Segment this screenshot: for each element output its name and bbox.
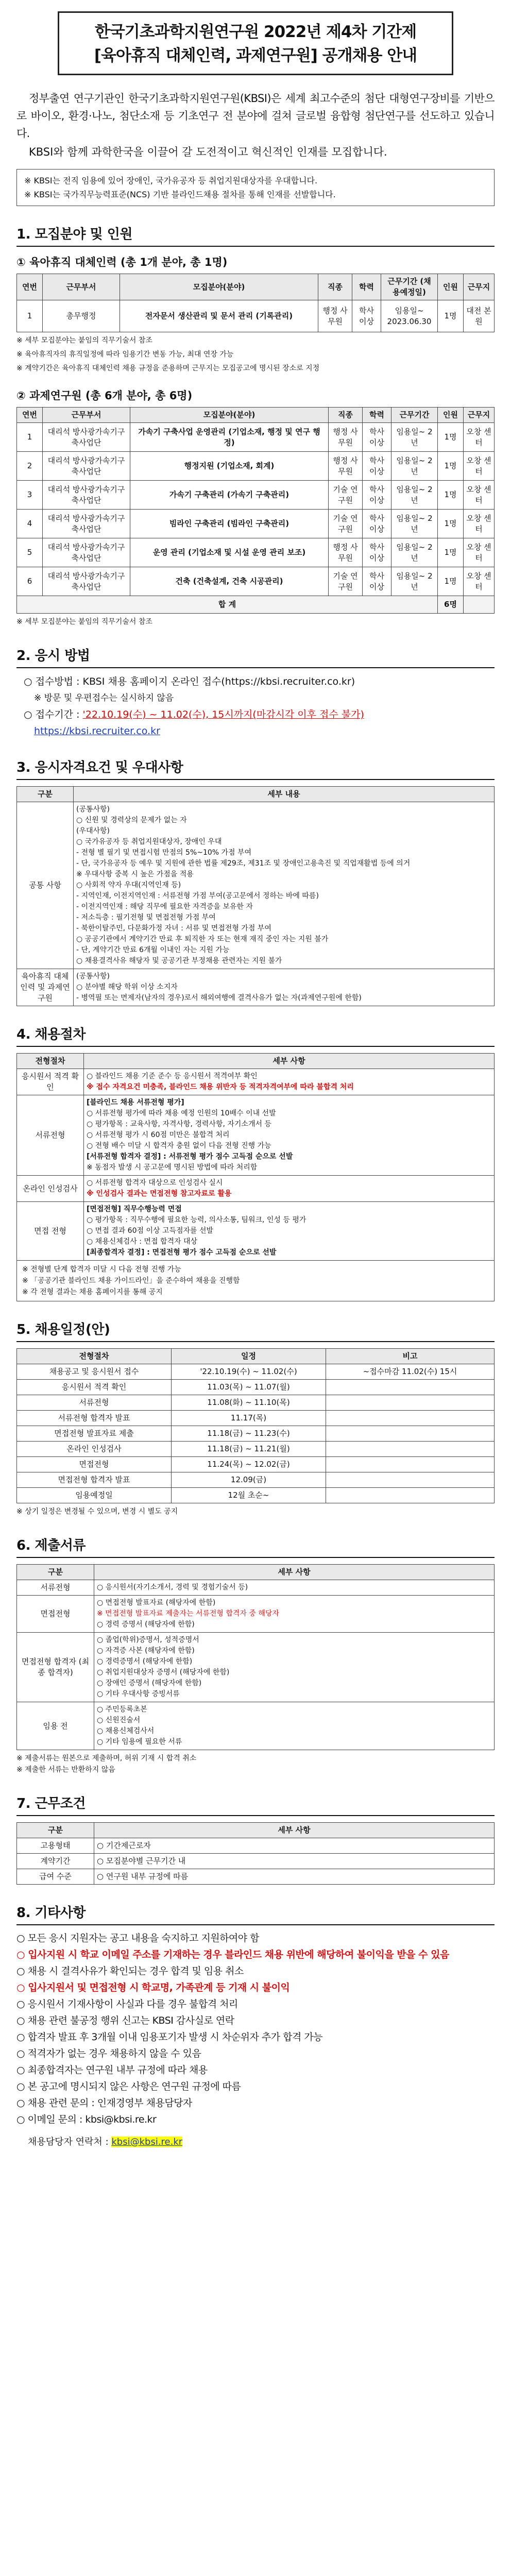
t2-cell: 오창 센터 <box>464 510 495 538</box>
contact-label: 채용담당자 연락처 <box>28 2137 103 2147</box>
t5-cell: 면접전형 <box>17 1457 172 1472</box>
apply-url-line <box>16 723 495 739</box>
t5-cell: 12.09(금) <box>172 1472 326 1488</box>
t4-row-content <box>84 1176 495 1202</box>
list-item: ○ 전형 배수 미달 시 합격자 충원 없이 다음 전형 진행 가능 <box>87 1142 271 1150</box>
list-item: ○ 기타 우대사항 증빙서류 <box>97 1690 180 1698</box>
t1-note-1: ※ 세부 모집분야는 붙임의 직무기술서 참조 <box>16 336 152 345</box>
t2-cell: 1명 <box>438 510 464 538</box>
table-documents <box>16 1564 495 1750</box>
list-item: ○ 입사지원 시 학교 이메일 주소를 기재하는 경우 블라인드 채용 위반에 해당하여 불이익을 받을 수 있음 <box>16 1949 449 1960</box>
t6-row-label: 임용 전 <box>17 1702 94 1750</box>
list-item: ※ 면접전형 발표자료 제출자는 서류전형 합격자 중 해당자 <box>97 1609 279 1618</box>
t2-cell: 2 <box>17 452 43 481</box>
t2-cell: 행정지원 (기업소재, 회계) <box>130 452 329 481</box>
t2-cell: 임용일~ 2년 <box>391 481 438 510</box>
list-item: ○ 채용신체검사서 <box>97 1727 155 1735</box>
list-item: ○ 최종합격자는 연구원 내부 규정에 따라 채용 <box>16 2064 208 2076</box>
t2-cell: 임용일~ 2년 <box>391 510 438 538</box>
t1-note-3: ※ 계약기간은 육아휴직 대체인력 채용 규정을 준용하며 근무지는 모집공고에 명시된 장소로 지정 <box>16 364 320 372</box>
t2-header: 근무기간 <box>391 408 438 423</box>
t7-cell: ○ 연구원 내부 규정에 따름 <box>94 1869 495 1885</box>
list-item: ○ 국가유공자 등 취업지원대상자, 장애인 우대 <box>76 838 222 846</box>
t1-cell: 전자문서 생산관리 및 문서 관리 (기록관리) <box>120 300 318 332</box>
t5-cell: 응시원서 적격 확인 <box>17 1380 172 1395</box>
list-item: - 이전지역인재 : 해당 직무에 필요한 자격증을 보유한 자 <box>76 903 253 911</box>
t5-cell <box>326 1457 495 1472</box>
t4-note: ※ 「공공기관 블라인드 채용 가이드라인」을 준수하여 채용을 진행함 <box>22 1277 240 1285</box>
table-total-row <box>17 596 495 614</box>
table-hiring-process <box>16 1053 495 1261</box>
list-item: ○ 경력 증명서 (해당자에 한함) <box>97 1620 195 1629</box>
t3-row-1-content <box>74 802 495 969</box>
list-item: ○ 경력증명서 (해당자에 한함) <box>97 1657 193 1666</box>
section-8-title: 8. 기타사항 <box>16 1902 495 1925</box>
t2-cell: 행정 사무원 <box>329 452 363 481</box>
section-1-title: 1. 모집분야 및 인원 <box>16 224 495 247</box>
t5-cell <box>326 1442 495 1457</box>
t2-cell: 기술 연구원 <box>329 510 363 538</box>
t4-row-label: 온라인 인성검사 <box>17 1176 84 1202</box>
apply-method-text: ○ 접수방법 : KBSI 채용 홈페이지 온라인 접수(https://kbsi.recruiter.co.kr) <box>24 676 355 687</box>
table-row <box>17 452 495 481</box>
t2-cell: 대리석 방사광가속기구축사업단 <box>43 510 130 538</box>
table-row <box>17 1838 495 1854</box>
other-items-list <box>16 1930 495 2127</box>
t4-row-content <box>84 1095 495 1176</box>
t1-note-2: ※ 육아휴직자의 휴직일정에 따라 임용기간 변동 가능, 최대 연장 가능 <box>16 350 234 359</box>
t7-header: 구분 <box>17 1823 94 1838</box>
list-item: ○ 채용결격사유 해당자 및 공공기관 부정채용 관련자는 지원 불가 <box>76 957 282 965</box>
t2-cell: 학사 이상 <box>363 510 391 538</box>
t5-cell: 11.24(목) ~ 12.02(금) <box>172 1457 326 1472</box>
list-item: ○ 채용 관련 불공정 행위 신고는 KBSI 감사실로 연락 <box>16 2015 234 2026</box>
list-item: ○ 서류전형 평가 시 60점 미만은 불합격 처리 <box>87 1131 230 1139</box>
section-1-sub-1: ① 육아휴직 대체인력 (총 1개 분야, 총 1명) <box>16 256 228 268</box>
list-item: ○ 합격자 발표 후 3개월 이내 임용포기자 발생 시 차순위자 추가 합격 가능 <box>16 2031 323 2043</box>
t5-cell: 임용예정일 <box>17 1488 172 1503</box>
t2-cell: 1명 <box>438 538 464 567</box>
list-item: ○ 면접전형 발표자료 (해당자에 한함) <box>97 1599 216 1607</box>
t1-header: 근무지 <box>464 274 495 300</box>
list-item: ※ 인성검사 결과는 면접전형 참고자료로 활용 <box>87 1190 232 1198</box>
list-item: ○ 졸업(학위)증명서, 성적증명서 <box>97 1636 199 1644</box>
table-row <box>17 1596 495 1633</box>
title-box <box>58 11 453 75</box>
t5-cell <box>326 1395 495 1411</box>
t5-cell: 서류전형 합격자 발표 <box>17 1411 172 1426</box>
table-row <box>17 1472 495 1488</box>
t6-row-label: 면접전형 <box>17 1596 94 1633</box>
t5-cell: 12월 초순~ <box>172 1488 326 1503</box>
list-item: (우대사항) <box>76 827 110 835</box>
t5-cell: 면접전형 발표자료 제출 <box>17 1426 172 1442</box>
list-item: ○ 자격증 사본 (해당자에 한함) <box>97 1647 195 1655</box>
list-item: ○ 평가항목 : 교육사항, 자격사항, 경력사항, 자기소개서 등 <box>87 1120 271 1128</box>
t1-header: 연번 <box>17 274 43 300</box>
t5-cell: '22.10.19(수) ~ 11.02(수) <box>172 1364 326 1380</box>
t5-cell: 채용공고 및 응시원서 접수 <box>17 1364 172 1380</box>
t2-cell: 기술 연구원 <box>329 481 363 510</box>
note-line-1: ※ KBSI는 전직 임용에 있어 장애인, 국가유공자 등 취업지원대상자를 우대합니다. <box>24 176 318 185</box>
list-item: ○ 적격자가 없는 경우 채용하지 않을 수 있음 <box>16 2048 201 2059</box>
table-parental-leave <box>16 274 495 332</box>
t2-cell: 오창 센터 <box>464 538 495 567</box>
t2-cell: 6 <box>17 567 43 596</box>
t2-cell: 임용일~ 2년 <box>391 452 438 481</box>
t3-row-2-label: 육아휴직 대체인력 및 과제연구원 <box>17 969 74 1006</box>
list-item: - 전형 별 필기 및 면접시험 만점의 5%~10% 가점 부여 <box>76 849 252 857</box>
t2-total-label: 합 계 <box>17 596 438 614</box>
t5-note: ※ 상기 일정은 변경될 수 있으며, 변경 시 별도 공지 <box>16 1507 178 1516</box>
t3-header: 세부 내용 <box>74 787 495 802</box>
list-item: ○ 채용신체검사 : 면접 합격자 대상 <box>87 1238 197 1246</box>
t6-note: ※ 제출한 서류는 반환하지 않음 <box>16 1766 115 1774</box>
list-item: ○ 주민등록초본 <box>97 1705 147 1714</box>
table-row <box>17 1633 495 1702</box>
t2-cell: 학사 이상 <box>363 452 391 481</box>
list-item: ○ 신원진술서 <box>97 1716 141 1724</box>
t2-cell: 행정 사무원 <box>329 423 363 452</box>
t5-cell: 온라인 인성검사 <box>17 1442 172 1457</box>
t2-cell: 대리석 방사광가속기구축사업단 <box>43 538 130 567</box>
apply-url-link[interactable]: https://kbsi.recruiter.co.kr <box>34 725 160 737</box>
note-line-2: ※ KBSI는 국가직무능력표준(NCS) 기반 블라인드채용 절차를 통해 인재를 선발합니다. <box>24 190 336 199</box>
list-item: ※ 동점자 발생 시 공고문에 명시된 방법에 따라 처리함 <box>87 1163 258 1172</box>
t4-notes <box>16 1261 495 1301</box>
table-row <box>17 1426 495 1442</box>
list-item: ○ 응시원서(자기소개서, 경력 및 경험기술서 등) <box>97 1583 248 1591</box>
t2-cell: 학사 이상 <box>363 538 391 567</box>
apply-period-value: '22.10.19(수) ~ 11.02(수), 15시까지(마감시각 이후 접수 불가) <box>82 709 364 720</box>
list-item: - 병역필 또는 면제자(남자의 경우)로서 해외여행에 결격사유가 없는 자(과제연구원에 한함) <box>76 994 362 1002</box>
t4-note: ※ 전형별 단계 합격자 미달 시 다음 전형 진행 가능 <box>22 1265 181 1274</box>
table-row <box>17 1176 495 1202</box>
t2-cell: 행정 사무원 <box>329 538 363 567</box>
t2-header: 모집분야(분야) <box>130 408 329 423</box>
t1-cell: 1 <box>17 300 43 332</box>
t6-row-content <box>94 1702 495 1750</box>
t2-cell: 빔라인 구축관리 (빔라인 구축관리) <box>130 510 329 538</box>
table-row <box>17 1202 495 1261</box>
t1-cell: 학사 이상 <box>352 300 381 332</box>
t2-header: 인원 <box>438 408 464 423</box>
t4-row-content <box>84 1202 495 1261</box>
list-item: [면접전형] 직무수행능력 면접 <box>87 1205 182 1213</box>
t2-cell: 임용일~ 2년 <box>391 567 438 596</box>
t3-row-2-content <box>74 969 495 1006</box>
list-item: ○ 분야별 해당 학위 이상 소지자 <box>76 983 178 991</box>
notes-box <box>16 169 495 206</box>
list-item: ○ 블라인드 채용 기준 준수 등 응시원서 적격여부 확인 <box>87 1072 258 1080</box>
list-item: ○ 본 공고에 명시되지 않은 사항은 연구원 규정에 따름 <box>16 2081 241 2092</box>
t5-cell: 11.18(금) ~ 11.21(월) <box>172 1442 326 1457</box>
t4-header: 전형절차 <box>17 1054 84 1069</box>
list-item: ○ 서류전형 합격자 대상으로 인성검사 실시 <box>87 1179 223 1187</box>
t2-cell: 임용일~ 2년 <box>391 538 438 567</box>
section-5-title: 5. 채용일정(안) <box>16 1319 495 1342</box>
t7-cell: ○ 모집분야별 근무기간 내 <box>94 1854 495 1869</box>
t5-cell: ~접수마감 11.02(수) 15시 <box>326 1364 495 1380</box>
table-row <box>17 1854 495 1869</box>
t2-cell: 5 <box>17 538 43 567</box>
table-row <box>17 423 495 452</box>
t3-header: 구분 <box>17 787 74 802</box>
t6-row-label: 면접전형 합격자 (최종 합격자) <box>17 1633 94 1702</box>
t5-cell <box>326 1411 495 1426</box>
t2-note-1: ※ 세부 모집분야는 붙임의 직무기술서 참조 <box>16 618 152 626</box>
t2-cell: 1 <box>17 423 43 452</box>
list-item: ○ 공공기관에서 계약기간 만료 후 퇴직한 자 또는 현재 재직 중인 자는 지원 불가 <box>76 935 329 943</box>
t2-cell: 1명 <box>438 423 464 452</box>
table-project-researcher <box>16 407 495 614</box>
list-item: ※ 우대사항 중복 시 높은 가점을 적용 <box>76 870 194 878</box>
t2-cell: 임용일~ 2년 <box>391 423 438 452</box>
t7-cell: 급여 수준 <box>17 1869 94 1885</box>
t5-cell: 11.18(금) ~ 11.23(수) <box>172 1426 326 1442</box>
t2-cell: 학사 이상 <box>363 423 391 452</box>
list-item: ○ 신원 및 경력상의 문제가 없는 자 <box>76 816 187 824</box>
t2-cell: 대리석 방사광가속기구축사업단 <box>43 452 130 481</box>
t2-header: 직종 <box>329 408 363 423</box>
t2-cell: 학사 이상 <box>363 481 391 510</box>
section-1-sub-2: ② 과제연구원 (총 6개 분야, 총 6명) <box>16 389 193 402</box>
table-row <box>17 1411 495 1426</box>
table-row <box>17 1095 495 1176</box>
t6-header: 구분 <box>17 1565 94 1580</box>
t1-header: 근무부서 <box>43 274 120 300</box>
list-item: ○ 평가항목 : 직무수행에 필요한 능력, 의사소통, 팀워크, 인성 등 평가 <box>87 1216 306 1224</box>
list-item: ○ 채용 시 결격사유가 확인되는 경우 합격 및 임용 취소 <box>16 1965 244 1977</box>
list-item: ○ 채용 관련 문의 : 인재경영부 채용담당자 <box>16 2097 192 2109</box>
t1-header: 근무기간 (채용예정일) <box>381 274 438 300</box>
t2-cell: 운영 관리 (기업소재 및 시설 운영 관리 보조) <box>130 538 329 567</box>
t4-header: 세부 사항 <box>84 1054 495 1069</box>
t5-header: 전형절차 <box>17 1349 172 1364</box>
t4-row-content <box>84 1069 495 1095</box>
table-row <box>17 1580 495 1596</box>
table-row <box>17 1395 495 1411</box>
t2-cell: 대리석 방사광가속기구축사업단 <box>43 567 130 596</box>
t1-header: 모집분야(분야) <box>120 274 318 300</box>
table-row <box>17 1457 495 1472</box>
table-row <box>17 538 495 567</box>
t2-cell: 가속기 구축관리 (가속기 구축관리) <box>130 481 329 510</box>
list-item: (공통사항) <box>76 972 110 980</box>
t2-cell: 1명 <box>438 567 464 596</box>
t2-cell: 1명 <box>438 481 464 510</box>
t5-header: 비고 <box>326 1349 495 1364</box>
list-item: - 단, 계약기간 만료 6개월 이내인 자는 지원 가능 <box>76 946 230 954</box>
t2-cell: 건축 (건축설계, 건축 시공관리) <box>130 567 329 596</box>
t5-cell: 11.08(화) ~ 11.10(목) <box>172 1395 326 1411</box>
table-row <box>17 300 495 332</box>
intro-paragraph-2: KBSI와 함께 과학한국을 이끌어 갈 도전적이고 혁신적인 인재를 모집합니다. <box>29 146 387 158</box>
t5-cell <box>326 1380 495 1395</box>
t1-header: 직종 <box>318 274 352 300</box>
list-item: ○ 장애인 증명서 (해당자에 한함) <box>97 1679 202 1687</box>
apply-note: ※ 방문 및 우편접수는 실시하지 않음 <box>34 693 174 703</box>
table-work-conditions <box>16 1822 495 1885</box>
t5-cell: 11.03(목) ~ 11.07(월) <box>172 1380 326 1395</box>
table-row <box>17 1364 495 1380</box>
t2-cell: 기술 연구원 <box>329 567 363 596</box>
t3-row-1-label: 공통 사항 <box>17 802 74 969</box>
table-row <box>17 1442 495 1457</box>
list-item: ○ 기타 임용에 필요한 서류 <box>97 1738 182 1746</box>
apply-period-line <box>16 706 495 723</box>
table-row <box>17 567 495 596</box>
table-row <box>17 510 495 538</box>
t2-header: 연번 <box>17 408 43 423</box>
list-item: ○ 입사지원서 및 면접전형 시 학교명, 가족관계 등 기재 시 불이익 <box>16 1982 290 1993</box>
table-row <box>17 1069 495 1095</box>
list-item: ○ 취업지원대상자 증명서 (해당자에 한함) <box>97 1668 230 1676</box>
list-item: ○ 모든 응시 지원자는 공고 내용을 숙지하고 지원하여야 함 <box>16 1933 260 1944</box>
t2-total-value: 6명 <box>438 596 464 614</box>
t6-row-content <box>94 1580 495 1596</box>
section-4-title: 4. 채용절차 <box>16 1024 495 1047</box>
section-2-title: 2. 응시 방법 <box>16 645 495 668</box>
t2-cell: 대리석 방사광가속기구축사업단 <box>43 481 130 510</box>
t2-cell: 오창 센터 <box>464 567 495 596</box>
t6-header: 세부 사항 <box>94 1565 495 1580</box>
list-item: ○ 면접 결과 60점 이상 고득점자를 선발 <box>87 1227 214 1235</box>
contact-email-link[interactable]: kbsi@kbsi.re.kr <box>111 2137 183 2147</box>
t1-cell: 1명 <box>438 300 464 332</box>
contact-line: 채용담당자 연락처 : kbsi@kbsi.re.kr <box>28 2137 183 2147</box>
t4-row-label: 면접 전형 <box>17 1202 84 1261</box>
title-line-2: [육아휴직 대체인력, 과제연구원] 공개채용 안내 <box>94 46 417 65</box>
list-item: ○ 사회적 약자 우대(지역인재 등) <box>76 881 181 889</box>
t2-cell: 3 <box>17 481 43 510</box>
t1-cell: 행정 사무원 <box>318 300 352 332</box>
t7-cell: ○ 기간제근로자 <box>94 1838 495 1854</box>
t1-cell: 대전 본원 <box>464 300 495 332</box>
t5-cell: 11.17(목) <box>172 1411 326 1426</box>
list-item: - 지역인재, 이전지역인재 : 서류전형 가점 부여(공고문에서 정하는 바에 따름) <box>76 892 319 900</box>
t7-header: 세부 사항 <box>94 1823 495 1838</box>
table-row <box>17 1380 495 1395</box>
t2-header: 학력 <box>363 408 391 423</box>
table-row <box>17 1869 495 1885</box>
t2-cell: 학사 이상 <box>363 567 391 596</box>
table-row <box>17 1488 495 1503</box>
t7-cell: 계약기간 <box>17 1854 94 1869</box>
t1-header: 인원 <box>438 274 464 300</box>
t2-cell: 대리석 방사광가속기구축사업단 <box>43 423 130 452</box>
apply-method-line <box>16 673 495 690</box>
t5-header: 일정 <box>172 1349 326 1364</box>
t2-cell: 오창 센터 <box>464 423 495 452</box>
list-item: [블라인드 채용 서류전형 평가] <box>87 1098 184 1107</box>
t2-header: 근무부서 <box>43 408 130 423</box>
t6-note: ※ 제출서류는 원본으로 제출하며, 허위 기재 시 합격 취소 <box>16 1754 197 1762</box>
t2-header: 근무지 <box>464 408 495 423</box>
t5-cell <box>326 1426 495 1442</box>
t5-cell <box>326 1472 495 1488</box>
list-item: ○ 응시원서 기재사항이 사실과 다를 경우 불합격 처리 <box>16 1998 238 2010</box>
list-item: ○ 서류전형 평가에 따라 채용 예정 인원의 10배수 이내 선발 <box>87 1109 276 1117</box>
list-item: ○ 이메일 문의 : kbsi@kbsi.re.kr <box>16 2114 157 2125</box>
section-3-title: 3. 응시자격요건 및 우대사항 <box>16 757 495 780</box>
list-item: - 저소득층 : 필기전형 및 면접전형 가점 부여 <box>76 913 216 922</box>
t6-row-content <box>94 1633 495 1702</box>
t1-header: 학력 <box>352 274 381 300</box>
section-7-title: 7. 근무조건 <box>16 1793 495 1816</box>
t5-cell: 면접전형 합격자 발표 <box>17 1472 172 1488</box>
t4-note: ※ 각 전형 결과는 채용 홈페이지를 통해 공지 <box>22 1288 163 1296</box>
list-item: ※ 접수 자격요건 미충족, 블라인드 채용 위반자 등 적격자격여부에 따라 불합격 처리 <box>87 1083 354 1091</box>
t5-cell <box>326 1488 495 1503</box>
t2-cell: 가속기 구축사업 운영관리 (기업소재, 행정 및 연구 행정) <box>130 423 329 452</box>
list-item: - 단, 국가유공자 등 예우 및 지원에 관한 법률 제29조, 제31조 및 장애인고용촉진 및 직업재활법 등에 의거 <box>76 859 411 868</box>
t6-row-label: 서류전형 <box>17 1580 94 1596</box>
t2-cell: 오창 센터 <box>464 481 495 510</box>
t1-cell: 임용일~ 2023.06.30 <box>381 300 438 332</box>
t4-row-label: 서류전형 <box>17 1095 84 1176</box>
t2-cell: 오창 센터 <box>464 452 495 481</box>
apply-period-label: ○ 접수기간 : <box>24 709 80 720</box>
table-row <box>17 1702 495 1750</box>
list-item: (공통사항) <box>76 805 110 814</box>
t6-row-content <box>94 1596 495 1633</box>
t5-cell: 서류전형 <box>17 1395 172 1411</box>
t2-total-empty <box>464 596 495 614</box>
list-item: - 북한이탈주민, 다문화가정 자녀 : 서류 및 면접전형 가점 부여 <box>76 924 271 933</box>
intro-paragraph-1: 정부출연 연구기관인 한국기초과학지원연구원(KBSI)은 세계 최고수준의 첨단 대형연구장비를 기반으로 바이오, 환경·나노, 첨단소재 등 기초연구 전 분야에 걸쳐 글로벌 융합형 첨단연구를 선도하고 있습니다. <box>16 92 495 140</box>
table-row <box>17 481 495 510</box>
t2-cell: 1명 <box>438 452 464 481</box>
t7-cell: 고용형태 <box>17 1838 94 1854</box>
t1-cell: 총무행정 <box>43 300 120 332</box>
t4-row-label: 응시원서 적격 확인 <box>17 1069 84 1095</box>
table-qualifications <box>16 786 495 1006</box>
table-row <box>17 802 495 969</box>
list-item: [서류전형 합격자 결정] : 서류전형 평가 점수 고득점 순으로 선발 <box>87 1153 293 1161</box>
table-schedule <box>16 1348 495 1503</box>
table-row <box>17 969 495 1006</box>
list-item: [최종합격자 결정] : 면접전형 평가 점수 고득점 순으로 선발 <box>87 1248 277 1257</box>
t2-cell: 4 <box>17 510 43 538</box>
title-line-1: 한국기초과학지원연구원 2022년 제4차 기간제 <box>94 23 417 41</box>
section-6-title: 6. 제출서류 <box>16 1535 495 1558</box>
